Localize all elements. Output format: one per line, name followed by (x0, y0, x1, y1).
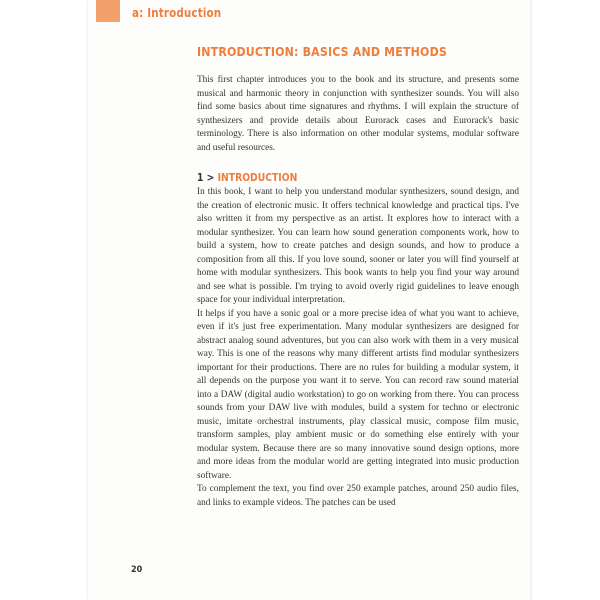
subsection-number: 1 > (197, 172, 215, 184)
body-paragraph: In this book, I want to help you understand modular synthesizers, sound design, and the creation of electronic music. It offers technical knowledge and practical tips. I've also written it from my perspective as an artist. It explores how to interact with a modular synthesizer. You can learn how sound generation components work, how to build a system, how to create patches and design sounds, and how to produce a composition from all this. If you love sound, sooner or later you will find yourself at home with modular synthesizers. This book wants to help you find your way around and see what is possible. I'm trying to avoid overly rigid guidelines to leave enough space for your individual interpretation. (197, 187, 519, 305)
body-paragraph: It helps if you have a sonic goal or a more precise idea of what you want to achieve, even if it's just free experimentation. Many modular synthesizers are designed for abstract analog sound adventures, but you can also work with them in a very musical way. This is one of the reasons why many different artists find modular synthesizers important for their productions. There are no rules for building a modular system, it all depends on the purpose you want it to serve. You can record raw sound material into a DAW (digital audio workstation) to go on working from there. You can process sounds from your DAW live with modules, build a system for techno or electronic music, imitate orchestral instruments, play classical music, compose film music, transform samples, play ambient music or do something else entirely with your modular system. Because there are so many innovative sound design options, more and more ideas from the modular world are getting integrated into music production software. (197, 308, 519, 481)
page-number: 20 (131, 565, 143, 575)
chapter-label: a: Introduction (132, 6, 222, 20)
section-title: INTRODUCTION: BASICS AND METHODS (197, 44, 447, 59)
subsection-heading (197, 172, 297, 184)
subsection-body (197, 186, 519, 510)
subsection-title: INTRODUCTION (217, 172, 298, 184)
section-intro-paragraph: This first chapter introduces you to the book and its structure, and presents some musical and harmonic theory in conjunction with synthesizer sounds. You will also find some basics about time signatures and rhythms. I will explain the structure of synthesizers and provide details about Eurorack cases and Eurorack's basic terminology. There is also information on other modular systems, modular software and useful resources. (197, 75, 519, 153)
chapter-tab-marker (96, 0, 120, 22)
body-paragraph: To complement the text, you find over 250 example patches, around 250 audio files, and links to example videos. The patches can be used (197, 484, 519, 508)
